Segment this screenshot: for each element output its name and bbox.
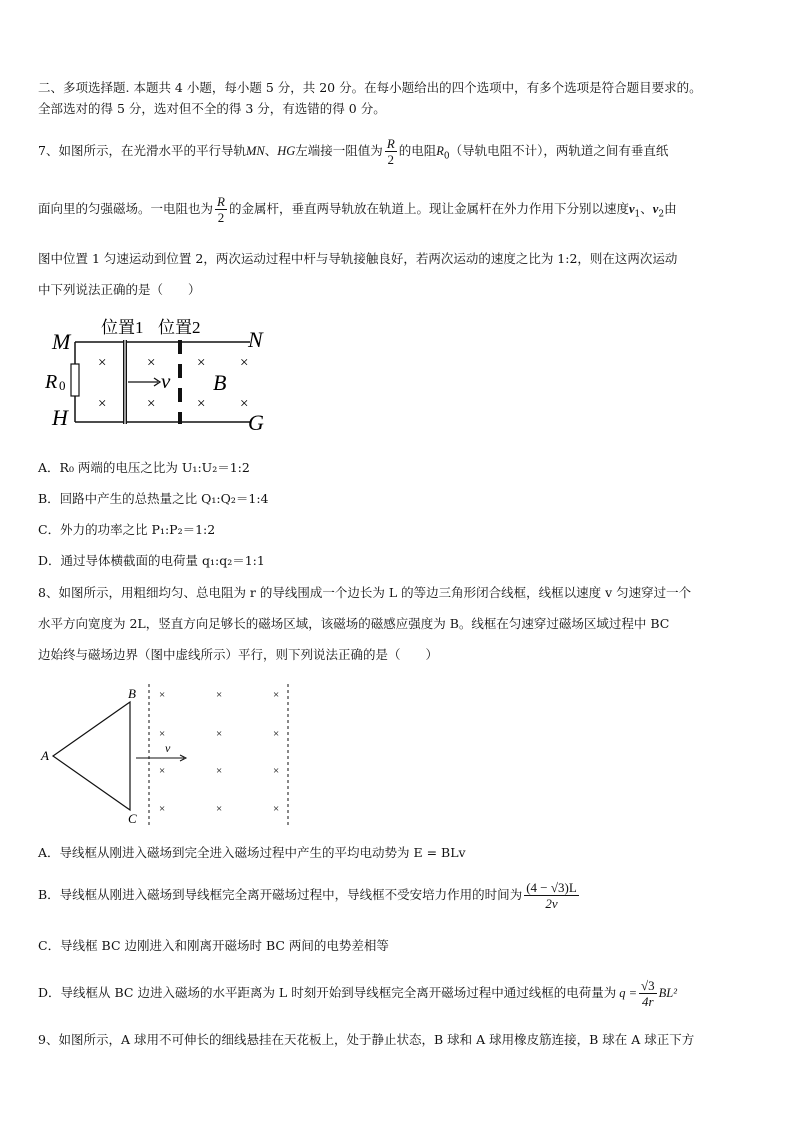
svg-text:×: × <box>197 396 206 412</box>
q8-option-d: D．导线框从 BC 边进入磁场的水平距离为 L 时刻开始到导线框完全离开磁场过程中通过线框的电荷量为 q = $\frac{√3}{4r}$ BL² <box>38 978 677 1009</box>
q7-label-r0: R <box>45 371 58 393</box>
q8-option-b-fraction: $\frac{(4 - √3)L}{2v}$ <box>526 880 577 911</box>
q9-stem-line1: 9、如图所示，A 球用不可伸长的细线悬挂在天花板上，处于静止状态，B 球和 A 球用橡皮筋连接，B 球在 A 球正下方 <box>38 1032 695 1047</box>
q8-triangle-figure <box>38 680 298 832</box>
svg-text:×: × <box>159 728 166 740</box>
q8-triangle-frame <box>53 702 130 810</box>
q8-option-b: B．导线框从刚进入磁场到导线框完全离开磁场过程中，导线框不受安培力作用的时间为 $\frac{(4 - √3)L}{2v}$ <box>38 880 577 911</box>
svg-text:×: × <box>273 689 280 701</box>
q7-resistor <box>71 364 79 396</box>
q7-option-b: B．回路中产生的总热量之比 Q₁:Q₂＝1:4 <box>38 491 269 506</box>
svg-text:×: × <box>216 728 223 740</box>
q7-fraction-r-over-2: $\frac{R}{2}$ <box>386 136 395 167</box>
svg-text:×: × <box>159 803 166 815</box>
q8-label-b: B <box>128 686 136 701</box>
q8-stem-line3: 边始终与磁场边界（图中虚线所示）平行，则下列说法正确的是（ ） <box>38 647 439 662</box>
svg-text:×: × <box>98 355 107 371</box>
q7-label-g: G <box>248 410 264 435</box>
q8-option-a: A．导线框从刚进入磁场到完全进入磁场过程中产生的平均电动势为 E = BLv <box>38 845 466 860</box>
svg-text:×: × <box>98 396 107 412</box>
q7-label-b: B <box>213 370 227 395</box>
q7-stem-line2: 面向里的匀强磁场。一电阻也为 $\frac{R}{2}$ 的金属杆，垂直两导轨放在轨道上。现让金属杆在外力作用下分别以速度$v_1$、$v_2$由 <box>38 194 677 225</box>
q8-field-crosses <box>159 689 279 815</box>
svg-text:×: × <box>216 803 223 815</box>
svg-text:×: × <box>147 396 156 412</box>
svg-text:×: × <box>240 355 249 371</box>
q7-label-n: N <box>248 327 263 352</box>
q8-option-c: C．导线框 BC 边刚进入和刚离开磁场时 BC 两间的电势差相等 <box>38 938 389 953</box>
q7-option-a: A．R₀ 两端的电压之比为 U₁:U₂＝1:2 <box>38 460 250 475</box>
svg-text:×: × <box>147 355 156 371</box>
q7-rail-figure <box>40 312 280 440</box>
svg-text:×: × <box>216 689 223 701</box>
svg-text:×: × <box>159 689 166 701</box>
q7-fraction-r-over-2-rod: $\frac{R}{2}$ <box>217 194 225 225</box>
q8-label-v: v <box>165 741 171 755</box>
svg-text:×: × <box>197 355 206 371</box>
q7-label-position1: 位置1 <box>101 318 144 337</box>
q8-stem-line1: 8、如图所示，用粗细均匀、总电阻为 r 的导线围成一个边长为 L 的等边三角形闭合线框，线框以速度 v 匀速穿过一个 <box>38 585 692 600</box>
q7-stem-line1: 7、如图所示，在光滑水平的平行导轨MN、HG左端接一阻值为 $\frac{R}{2}$ 的电阻$R_0$（导轨电阻不计），两轨道之间有垂直纸 <box>38 136 669 167</box>
q7-label-r0-sub: 0 <box>59 378 66 393</box>
section-heading-line1: 二、多项选择题. 本题共 4 小题，每小题 5 分，共 20 分。在每小题给出的四个选项中，有多个选项是符合题目要求的。 <box>38 80 702 95</box>
svg-text:×: × <box>273 803 280 815</box>
svg-text:×: × <box>240 396 249 412</box>
section-heading-line2: 全部选对的得 5 分，选对但不全的得 3 分，有选错的得 0 分。 <box>38 101 386 116</box>
q7-stem-line4: 中下列说法正确的是（ ） <box>38 282 201 297</box>
svg-text:×: × <box>273 765 280 777</box>
svg-text:×: × <box>273 728 280 740</box>
q7-option-d: D．通过导体横截面的电荷量 q₁:q₂＝1:1 <box>38 553 265 568</box>
q7-stem-line3: 图中位置 1 匀速运动到位置 2，两次运动过程中杆与导轨接触良好，若两次运动的速度之比为 1:2，则在这两次运动 <box>38 251 678 266</box>
q8-label-c: C <box>128 811 137 826</box>
q7-label-v: v <box>161 369 171 393</box>
svg-text:×: × <box>159 765 166 777</box>
q7-label-position2: 位置2 <box>158 318 201 337</box>
q8-stem-line2: 水平方向宽度为 2L，竖直方向足够长的磁场区域，该磁场的磁感应强度为 B。线框在匀速穿过磁场区域过程中 BC <box>38 616 670 631</box>
q7-option-c: C．外力的功率之比 P₁:P₂＝1:2 <box>38 522 216 537</box>
q7-label-m: M <box>52 329 71 354</box>
svg-text:×: × <box>216 765 223 777</box>
q7-label-h: H <box>52 405 68 430</box>
q8-label-a: A <box>41 748 49 763</box>
q8-option-d-fraction: $\frac{√3}{4r}$ <box>641 978 655 1009</box>
